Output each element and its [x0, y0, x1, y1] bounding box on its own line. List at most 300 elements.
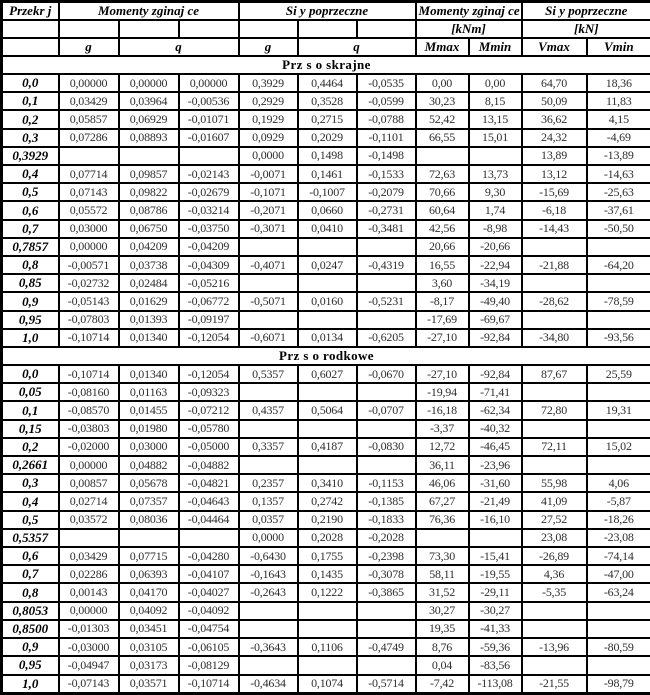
cell: -6,18: [522, 201, 587, 219]
cell: -21,55: [522, 675, 587, 694]
cell: [357, 311, 416, 329]
cell: 0,03572: [59, 511, 119, 529]
cell: 0,4187: [298, 438, 357, 456]
section-header-row: [2, 56, 650, 74]
cell: -26,89: [522, 547, 587, 565]
cell: -0,1071: [239, 183, 298, 201]
cell: 0,03105: [119, 638, 179, 656]
table-row: [2, 583, 650, 601]
cell: [298, 311, 357, 329]
cell: -0,10714: [59, 365, 119, 383]
cell: -5,35: [522, 583, 587, 601]
cell: -0,05000: [179, 438, 239, 456]
empty-header-cell: [2, 20, 59, 38]
table-header: [2, 2, 650, 57]
cell: -28,62: [522, 292, 587, 310]
cell: -0,2731: [357, 201, 416, 219]
column-header-g-moments: g: [59, 38, 119, 56]
cell: [522, 656, 587, 674]
cell: 66,55: [416, 129, 469, 147]
cell: -0,12054: [179, 329, 239, 347]
cell: -0,04107: [179, 565, 239, 583]
cell: 0,00000: [119, 74, 179, 92]
cell: -0,6205: [357, 329, 416, 347]
cell: [416, 147, 469, 165]
cell: -0,05780: [179, 420, 239, 438]
cell: 0,01455: [119, 401, 179, 419]
cell: [587, 602, 650, 620]
cell: 0,2715: [298, 110, 357, 128]
cell: [298, 274, 357, 292]
cell: -15,69: [522, 183, 587, 201]
cell: -3,37: [416, 420, 469, 438]
cell: -0,00536: [179, 92, 239, 110]
cell: -0,1498: [357, 147, 416, 165]
cell: -0,04643: [179, 492, 239, 510]
column-header-q-moments: q: [119, 38, 239, 56]
cell: -0,07143: [59, 675, 119, 694]
cell: -92,84: [469, 329, 522, 347]
cell: 72,80: [522, 401, 587, 419]
cell: 19,35: [416, 620, 469, 638]
cell: 64,70: [522, 74, 587, 92]
cell: -0,2643: [239, 583, 298, 601]
cell: -93,56: [587, 329, 650, 347]
cell: 0,1929: [239, 110, 298, 128]
column-header-mmin: Mmin: [469, 38, 522, 56]
cell: 0,1461: [298, 165, 357, 183]
cell: [522, 238, 587, 256]
cell: -0,2079: [357, 183, 416, 201]
table-row: [2, 311, 650, 329]
cell: 31,52: [416, 583, 469, 601]
cell: 0,03738: [119, 256, 179, 274]
empty-header-cell: [179, 20, 239, 38]
section-header-row: [2, 347, 650, 365]
row-label: 0,8500: [2, 620, 59, 638]
cell: -16,10: [469, 511, 522, 529]
cell: 60,64: [416, 201, 469, 219]
row-label: 0,8: [2, 256, 59, 274]
table-row: [2, 656, 650, 674]
cell: -16,18: [416, 401, 469, 419]
table-row: [2, 492, 650, 510]
cell: 0,2742: [298, 492, 357, 510]
cell: -34,80: [522, 329, 587, 347]
cell: -15,41: [469, 547, 522, 565]
cell: [239, 383, 298, 401]
table-row: [2, 92, 650, 110]
row-label: 0,5: [2, 511, 59, 529]
column-header-vmin: Vmin: [587, 38, 650, 56]
cell: -14,43: [522, 220, 587, 238]
cell: 0,07286: [59, 129, 119, 147]
cell: [587, 383, 650, 401]
cell: 50,09: [522, 92, 587, 110]
cell: -0,3071: [239, 220, 298, 238]
cell: [587, 274, 650, 292]
cell: [298, 602, 357, 620]
cell: -80,59: [587, 638, 650, 656]
cell: -0,3481: [357, 220, 416, 238]
cell: 0,01340: [119, 329, 179, 347]
cell: 0,2029: [298, 129, 357, 147]
cell: [587, 456, 650, 474]
cell: 8,76: [416, 638, 469, 656]
cell: [239, 456, 298, 474]
cell: -0,03000: [59, 638, 119, 656]
cell: [587, 656, 650, 674]
cell: 13,15: [469, 110, 522, 128]
cell: [298, 656, 357, 674]
cell: 25,59: [587, 365, 650, 383]
table-row: [2, 438, 650, 456]
cell: 46,06: [416, 474, 469, 492]
cell: [522, 274, 587, 292]
cell: [298, 620, 357, 638]
cell: -0,07803: [59, 311, 119, 329]
table-row: [2, 165, 650, 183]
cell: [357, 656, 416, 674]
cell: -0,1833: [357, 511, 416, 529]
cell: 36,11: [416, 456, 469, 474]
cell: -27,10: [416, 365, 469, 383]
row-label: 0,05: [2, 383, 59, 401]
cell: [522, 383, 587, 401]
cell: 72,63: [416, 165, 469, 183]
cell: 0,0410: [298, 220, 357, 238]
row-label: 0,8: [2, 583, 59, 601]
table-row: [2, 220, 650, 238]
cell: -19,55: [469, 565, 522, 583]
cell: 0,04170: [119, 583, 179, 601]
row-label: 0,9: [2, 292, 59, 310]
cell: -0,05216: [179, 274, 239, 292]
cell: 41,09: [522, 492, 587, 510]
cell: 67,27: [416, 492, 469, 510]
section-title: Prz s o rodkowe: [2, 347, 650, 365]
row-label: 0,5357: [2, 529, 59, 547]
empty-header-cell: [357, 20, 416, 38]
cell: 30,23: [416, 92, 469, 110]
cell: 0,1106: [298, 638, 357, 656]
cell: -0,02732: [59, 274, 119, 292]
cell: -20,66: [469, 238, 522, 256]
cell: 1,74: [469, 201, 522, 219]
cell: 18,36: [587, 74, 650, 92]
cell: 15,01: [469, 129, 522, 147]
cell: 0,09857: [119, 165, 179, 183]
section-title: Prz s o skrajne: [2, 56, 650, 74]
row-label: 0,1: [2, 401, 59, 419]
cell: 0,06750: [119, 220, 179, 238]
cell: 0,04209: [119, 238, 179, 256]
cell: 42,56: [416, 220, 469, 238]
cell: -74,14: [587, 547, 650, 565]
row-label: 0,4: [2, 492, 59, 510]
cell: 0,5064: [298, 401, 357, 419]
cell: -69,67: [469, 311, 522, 329]
cell: 0,01629: [119, 292, 179, 310]
cell: -0,02679: [179, 183, 239, 201]
cell: 0,00857: [59, 474, 119, 492]
cell: 30,27: [416, 602, 469, 620]
table-row: [2, 365, 650, 383]
cell: -0,04947: [59, 656, 119, 674]
cell: -0,01607: [179, 129, 239, 147]
row-label: 0,7: [2, 565, 59, 583]
cell: -0,3865: [357, 583, 416, 601]
cell: [522, 311, 587, 329]
table-row: [2, 74, 650, 92]
cell: 3,60: [416, 274, 469, 292]
cell: -78,59: [587, 292, 650, 310]
cell: -0,0071: [239, 165, 298, 183]
cell: -34,19: [469, 274, 522, 292]
cell: 0,06929: [119, 110, 179, 128]
cell: -0,04280: [179, 547, 239, 565]
cell: 0,01163: [119, 383, 179, 401]
cell: [357, 238, 416, 256]
cell: 0,07357: [119, 492, 179, 510]
cell: 72,11: [522, 438, 587, 456]
cell: -113,08: [469, 675, 522, 694]
cell: 0,5357: [239, 365, 298, 383]
cell: 0,04: [416, 656, 469, 674]
row-label: 0,4: [2, 165, 59, 183]
table-row: [2, 129, 650, 147]
cell: -0,07212: [179, 401, 239, 419]
cell: 0,00143: [59, 583, 119, 601]
cell: 0,00: [416, 74, 469, 92]
cell: -0,4749: [357, 638, 416, 656]
cell: 0,08786: [119, 201, 179, 219]
cell: -5,87: [587, 492, 650, 510]
empty-header-cell: [2, 38, 59, 56]
column-header-section: Przekr j: [2, 2, 59, 21]
table-row: [2, 238, 650, 256]
cell: -23,96: [469, 456, 522, 474]
table-row: [2, 456, 650, 474]
cell: 16,55: [416, 256, 469, 274]
row-label: 0,95: [2, 311, 59, 329]
cell: 0,1074: [298, 675, 357, 694]
cell: 0,03571: [119, 675, 179, 694]
cell: 12,72: [416, 438, 469, 456]
table-row: [2, 529, 650, 547]
cell: -0,09323: [179, 383, 239, 401]
row-label: 0,9: [2, 638, 59, 656]
cell: [239, 602, 298, 620]
cell: -0,04092: [179, 602, 239, 620]
cell: -37,61: [587, 201, 650, 219]
cell: [239, 238, 298, 256]
cell: 73,30: [416, 547, 469, 565]
cell: [239, 311, 298, 329]
cell: [119, 529, 179, 547]
cell: -0,05143: [59, 292, 119, 310]
cell: 0,08036: [119, 511, 179, 529]
row-label: 0,6: [2, 547, 59, 565]
cell: -83,56: [469, 656, 522, 674]
table-row: [2, 183, 650, 201]
cell: 0,03451: [119, 620, 179, 638]
row-label: 0,95: [2, 656, 59, 674]
group-header-bending-moments-coeff: Momenty zginaj ce: [59, 2, 239, 21]
cell: 11,83: [587, 92, 650, 110]
group-header-shear-forces-coeff: Si y poprzeczne: [239, 2, 416, 21]
cell: [587, 311, 650, 329]
row-label: 0,7857: [2, 238, 59, 256]
row-label: 0,8053: [2, 602, 59, 620]
cell: -7,42: [416, 675, 469, 694]
cell: -0,3643: [239, 638, 298, 656]
cell: -0,1007: [298, 183, 357, 201]
cell: -0,6071: [239, 329, 298, 347]
cell: 23,08: [522, 529, 587, 547]
cell: -98,79: [587, 675, 650, 694]
cell: 24,32: [522, 129, 587, 147]
cell: 0,07715: [119, 547, 179, 565]
table-row: [2, 638, 650, 656]
cell: -8,17: [416, 292, 469, 310]
row-label: 0,5: [2, 183, 59, 201]
cell: 0,00000: [59, 456, 119, 474]
cell: -0,06105: [179, 638, 239, 656]
cell: 70,66: [416, 183, 469, 201]
cell: -21,49: [469, 492, 522, 510]
table-row: [2, 256, 650, 274]
row-label: 0,85: [2, 274, 59, 292]
cell: 0,4357: [239, 401, 298, 419]
cell: 0,02484: [119, 274, 179, 292]
cell: -0,1533: [357, 165, 416, 183]
cell: 0,03173: [119, 656, 179, 674]
cell: 0,1498: [298, 147, 357, 165]
cell: 0,0160: [298, 292, 357, 310]
cell: [357, 602, 416, 620]
cell: -0,0788: [357, 110, 416, 128]
cell: -0,06772: [179, 292, 239, 310]
cell: -0,5071: [239, 292, 298, 310]
cell: -40,32: [469, 420, 522, 438]
cell: 0,03429: [59, 547, 119, 565]
cell: -0,0707: [357, 401, 416, 419]
column-header-g-shear: g: [239, 38, 298, 56]
cell: -0,08570: [59, 401, 119, 419]
cell: -41,33: [469, 620, 522, 638]
cell: -0,08160: [59, 383, 119, 401]
cell: [239, 420, 298, 438]
cell: -0,02143: [179, 165, 239, 183]
cell: 0,03000: [59, 220, 119, 238]
cell: 0,03000: [119, 438, 179, 456]
cell: 13,12: [522, 165, 587, 183]
cell: -13,96: [522, 638, 587, 656]
cell: [357, 620, 416, 638]
cell: -0,00571: [59, 256, 119, 274]
cell: [59, 147, 119, 165]
cell: 0,09822: [119, 183, 179, 201]
cell: 0,00000: [59, 74, 119, 92]
cell: [357, 274, 416, 292]
cell: 20,66: [416, 238, 469, 256]
cell: -21,88: [522, 256, 587, 274]
cell: -0,5714: [357, 675, 416, 694]
cell: -0,1643: [239, 565, 298, 583]
cell: 0,0660: [298, 201, 357, 219]
cell: 0,00000: [179, 74, 239, 92]
cell: -30,27: [469, 602, 522, 620]
row-label: 0,2: [2, 438, 59, 456]
row-label: 1,0: [2, 675, 59, 694]
cell: 0,1357: [239, 492, 298, 510]
cell: 0,00000: [59, 238, 119, 256]
cell: -0,04754: [179, 620, 239, 638]
row-label: 0,3: [2, 474, 59, 492]
cell: -25,63: [587, 183, 650, 201]
cell: 4,36: [522, 565, 587, 583]
cell: -0,04821: [179, 474, 239, 492]
cell: -0,04882: [179, 456, 239, 474]
cell: 0,04882: [119, 456, 179, 474]
cell: 13,73: [469, 165, 522, 183]
cell: -50,50: [587, 220, 650, 238]
cell: -47,00: [587, 565, 650, 583]
cell: -0,1385: [357, 492, 416, 510]
cell: [119, 147, 179, 165]
cell: 0,1435: [298, 565, 357, 583]
table-row: [2, 147, 650, 165]
cell: 8,15: [469, 92, 522, 110]
cell: 0,00: [469, 74, 522, 92]
cell: -46,45: [469, 438, 522, 456]
cell: -0,2398: [357, 547, 416, 565]
cell: [357, 456, 416, 474]
cell: -14,63: [587, 165, 650, 183]
cell: 0,01340: [119, 365, 179, 383]
cell: [179, 147, 239, 165]
cell: [239, 620, 298, 638]
cell: 13,89: [522, 147, 587, 165]
header-row-subcolumns: [2, 38, 650, 56]
cell: -0,02000: [59, 438, 119, 456]
cell: 52,42: [416, 110, 469, 128]
column-header-mmax: Mmax: [416, 38, 469, 56]
cell: 87,67: [522, 365, 587, 383]
column-header-vmax: Vmax: [522, 38, 587, 56]
cell: 0,06393: [119, 565, 179, 583]
table-row: [2, 329, 650, 347]
cell: 0,03429: [59, 92, 119, 110]
row-label: 0,3: [2, 129, 59, 147]
cell: 58,11: [416, 565, 469, 583]
row-label: 0,7: [2, 220, 59, 238]
header-row-units: [2, 20, 650, 38]
cell: -18,26: [587, 511, 650, 529]
row-label: 0,1: [2, 92, 59, 110]
cell: 0,01393: [119, 311, 179, 329]
cell: 0,05857: [59, 110, 119, 128]
cell: -92,84: [469, 365, 522, 383]
column-header-q-shear: q: [298, 38, 416, 56]
cell: [587, 620, 650, 638]
cell: -8,98: [469, 220, 522, 238]
cell: [416, 529, 469, 547]
cell: [469, 147, 522, 165]
table-row: [2, 474, 650, 492]
cell: [298, 238, 357, 256]
